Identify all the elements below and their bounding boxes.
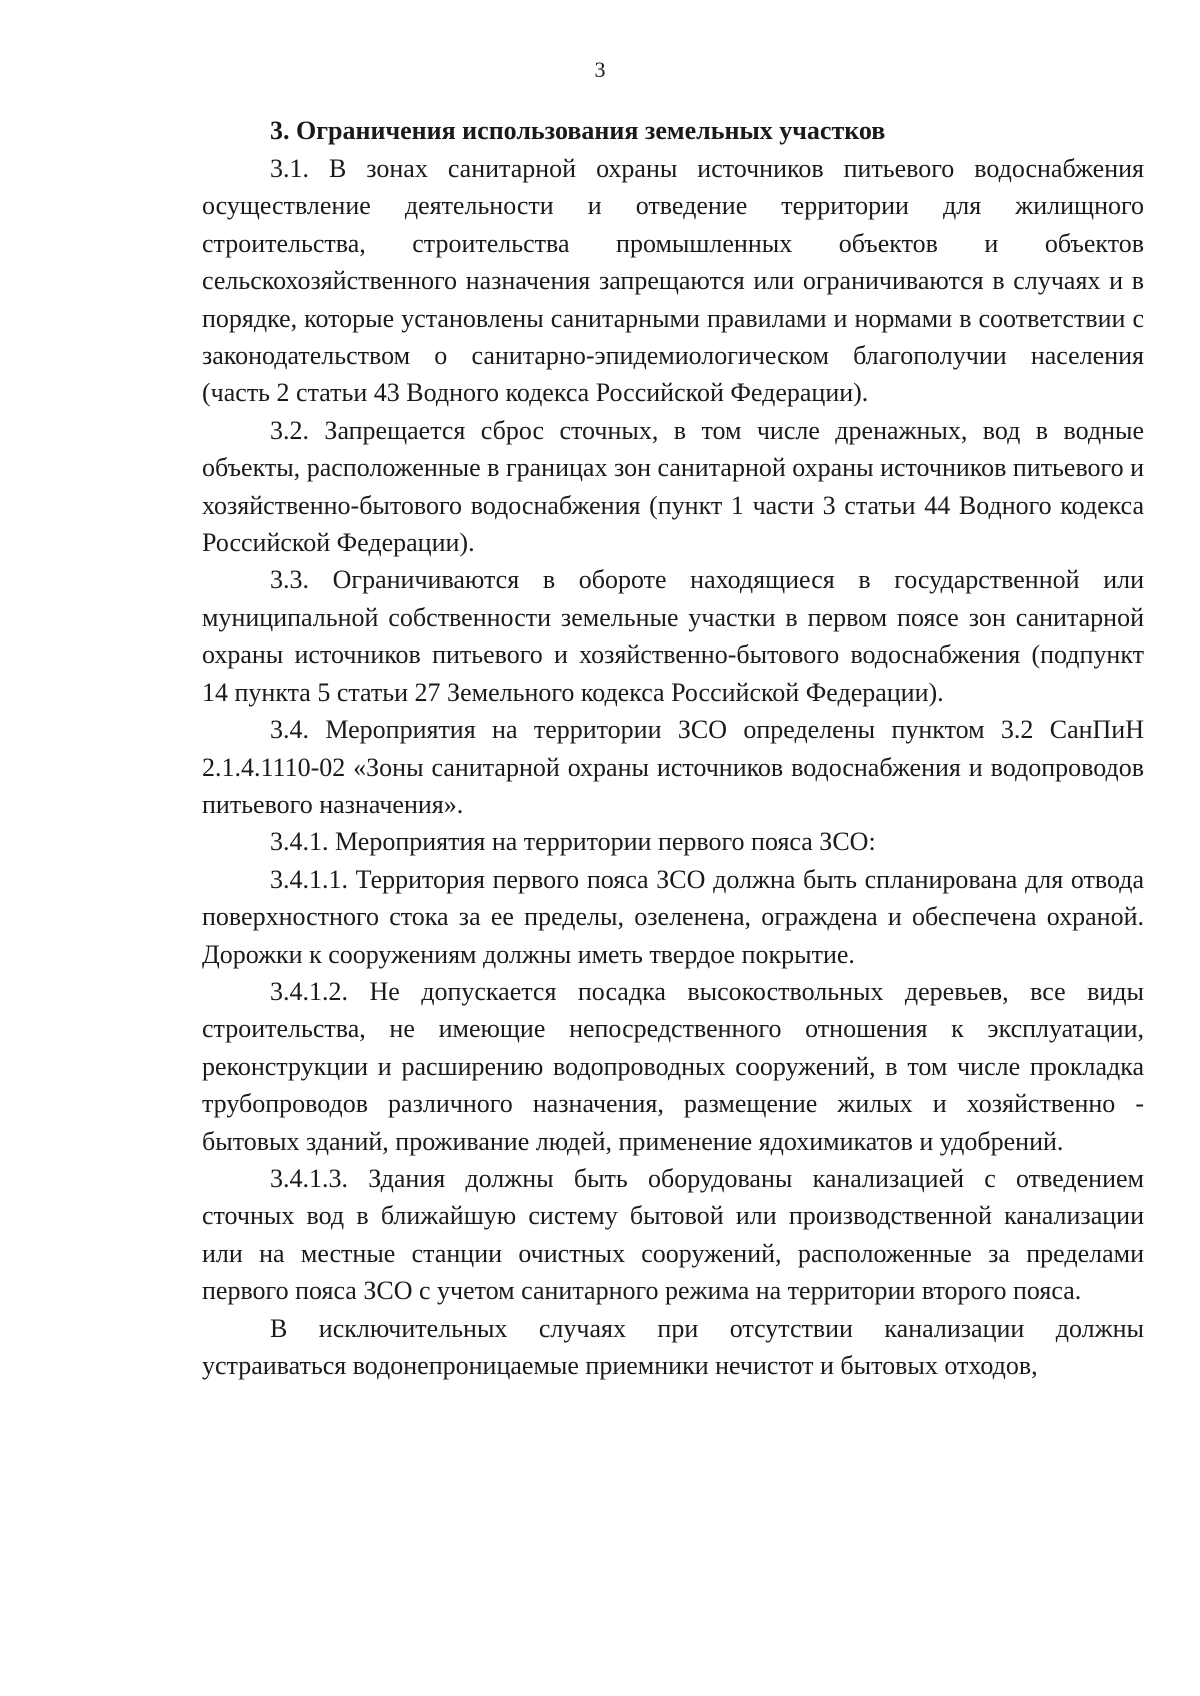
paragraph-3-4-1-1: 3.4.1.1. Территория первого пояса ЗСО должна быть спланирована для отвода поверхностного стока за ее пределы, озеленена, ограждена и обеспечена охраной. Дорожки к сооружениям должны иметь твердое покрытие. <box>202 864 1144 969</box>
paragraph-3-4-1-2: 3.4.1.2. Не допускается посадка высокоствольных деревьев, все виды строительства, не имеющие непосредственного отношения к эксплуатации, реконструкции и расширению водопроводных сооружений, в том числе прокладка трубопроводов различного назначения, размещение жилых и хозяйственно - бытовых зданий, проживание людей, применение ядохимикатов и удобрений. <box>202 976 1144 1156</box>
page-number: 3 <box>594 57 606 82</box>
paragraph-3-3: 3.3. Ограничиваются в обороте находящиеся в государственной или муниципальной собственности земельные участки в первом поясе зон санитарной охраны источников питьевого и хозяйственно-бытового водоснабжения (подпункт 14 пункта 5 статьи 27 Земельного кодекса Российской Федерации). <box>202 565 1144 707</box>
paragraph-3-4: 3.4. Мероприятия на территории ЗСО определены пунктом 3.2 СанПиН 2.1.4.1110-02 «Зоны санитарной охраны источников водоснабжения и водопроводов питьевого назначения». <box>202 715 1144 819</box>
paragraph-3-4-1-3: 3.4.1.3. Здания должны быть оборудованы канализацией с отведением сточных вод в ближайшую систему бытовой или производственной канализации или на местные станции очистных сооружений, расположенные за пределами первого пояса ЗСО с учетом санитарного режима на территории второго пояса. <box>202 1163 1144 1306</box>
paragraph-3-1: 3.1. В зонах санитарной охраны источников питьевого водоснабжения осуществление деятельности и отведение территории для жилищного строительства, строительства промышленных объектов и объектов сельскохозяйственного назначения запрещаются или ограничиваются в случаях и в порядке, которые установлены санитарными правилами и нормами в соответствии с законодательством о санитарно-эпидемиологическом благополучии населения (часть 2 статьи 43 Водного кодекса Российской Федерации). <box>202 154 1144 408</box>
paragraph-exceptional-cases: В исключительных случаях при отсутствии канализации должны устраиваться водонепроницаемые приемники нечистот и бытовых отходов, <box>202 1313 1144 1380</box>
paragraph-3-2: 3.2. Запрещается сброс сточных, в том числе дренажных, вод в водные объекты, расположенные в границах зон санитарной охраны источников питьевого и хозяйственно-бытового водоснабжения (пункт 1 части 3 статьи 44 Водного кодекса Российской Федерации). <box>202 415 1144 558</box>
section-title: 3. Ограничения использования земельных участков <box>270 116 886 145</box>
paragraph-3-4-1: 3.4.1. Мероприятия на территории первого пояса ЗСО: <box>270 827 876 857</box>
document-body <box>202 112 1144 1384</box>
